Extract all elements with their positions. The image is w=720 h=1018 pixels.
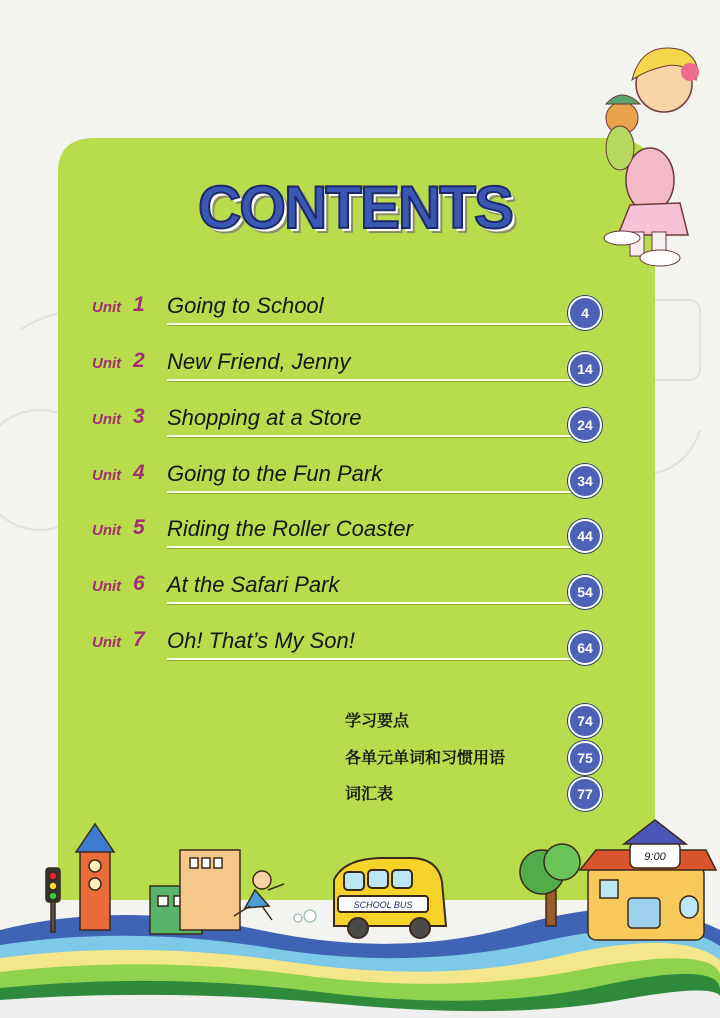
unit-number: 1 — [133, 293, 145, 316]
toc-row-unit-2 — [90, 346, 610, 380]
toc-row-unit-1 — [90, 290, 610, 324]
appendix-title: 各单元单词和习惯用语 — [345, 748, 506, 767]
page-number-badge: 64 — [568, 631, 602, 665]
page-number-badge: 77 — [568, 777, 602, 811]
toc-row-unit-3 — [90, 402, 610, 436]
page-number-badge: 74 — [568, 704, 602, 738]
unit-number: 7 — [133, 628, 145, 651]
appendix-title: 词汇表 — [345, 784, 394, 803]
bus-sign: SCHOOL BUS — [353, 900, 413, 910]
toc-row-unit-4 — [90, 458, 610, 492]
girl-with-doll-illustration — [604, 48, 699, 266]
unit-number: 3 — [133, 405, 145, 428]
page-number-badge: 75 — [568, 741, 602, 775]
unit-title: Going to School — [167, 293, 324, 318]
row-divider — [167, 379, 588, 381]
row-divider — [167, 602, 588, 604]
page-title: CONTENTS — [198, 174, 512, 241]
unit-number: 6 — [133, 572, 145, 595]
appendix-row-3 — [345, 775, 610, 809]
page-number-badge: 44 — [568, 519, 602, 553]
row-divider — [167, 491, 588, 493]
row-divider — [167, 546, 588, 548]
row-divider — [167, 323, 588, 325]
page-number-badge: 24 — [568, 408, 602, 442]
unit-title: At the Safari Park — [167, 572, 340, 597]
unit-title: Shopping at a Store — [167, 405, 362, 430]
appendix-row-2 — [345, 739, 610, 773]
unit-title: Oh! That’s My Son! — [167, 628, 355, 653]
unit-label: Unit — [92, 634, 122, 651]
page-number-badge: 54 — [568, 575, 602, 609]
unit-label: Unit — [92, 522, 122, 539]
page-number-badge: 4 — [568, 296, 602, 330]
unit-number: 5 — [133, 516, 145, 539]
unit-title: Going to the Fun Park — [167, 461, 383, 486]
unit-number: 4 — [133, 461, 145, 484]
unit-number: 2 — [133, 349, 145, 372]
toc-row-unit-5 — [90, 513, 610, 547]
unit-label: Unit — [92, 299, 122, 316]
appendix-row-1 — [345, 702, 610, 736]
row-divider — [167, 658, 588, 660]
house-clock: 9:00 — [644, 851, 666, 863]
page-number-badge: 14 — [568, 352, 602, 386]
toc-row-unit-7 — [90, 625, 610, 659]
unit-title: Riding the Roller Coaster — [167, 516, 413, 541]
appendix-title: 学习要点 — [345, 711, 410, 730]
unit-label: Unit — [92, 578, 122, 595]
unit-label: Unit — [92, 467, 122, 484]
unit-label: Unit — [92, 411, 122, 428]
unit-title: New Friend, Jenny — [167, 349, 351, 374]
row-divider — [167, 435, 588, 437]
page-number-badge: 34 — [568, 464, 602, 498]
toc-row-unit-6 — [90, 569, 610, 603]
unit-label: Unit — [92, 355, 122, 372]
